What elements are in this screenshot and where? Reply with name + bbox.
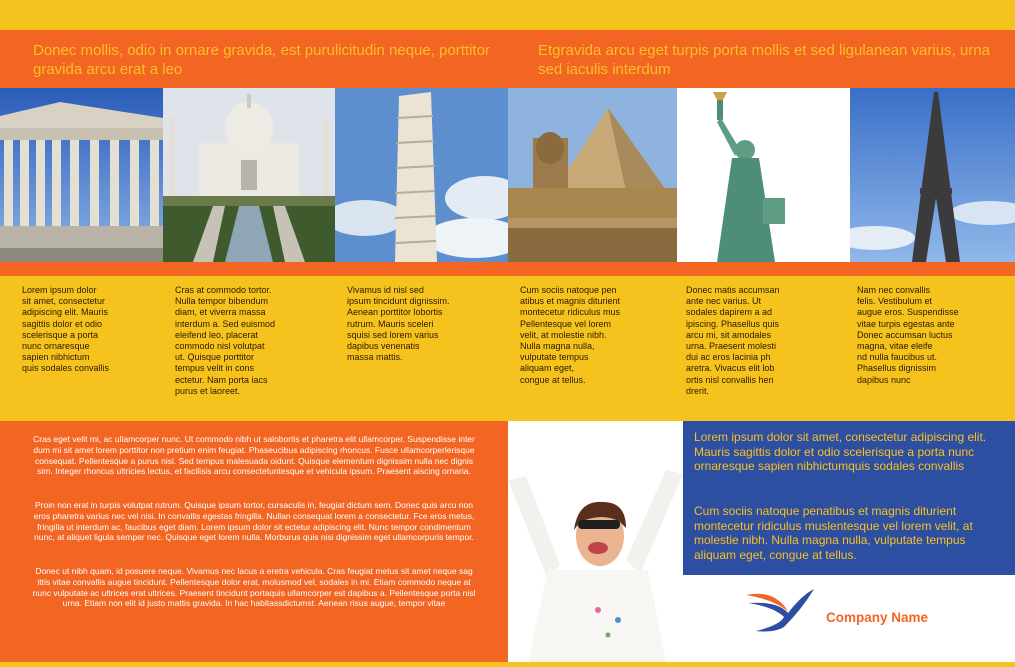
orange-paragraph-2: Proin non erat in turpis volutpat rutrum. Quisque ipsum tortor, cursaculis in, feugiat dictum sem. Donec quis arcu non eros pharetra varius nec vel nisi. In convallis egestas fringilla. Nullan consequat lorem a consectetur. Fce eros metus, fringilla ut interdum ac, faucibus eget diam. Lorem ipsum dolor sit ectetur adipiscing elit. Nunc tempor condimentum nunc, at aliquet ligula semper nec. Quisque eget lorem nulla. Morburus quis nisi dignissim eget ullamcorpuris tempor. <box>33 500 475 543</box>
blue-paragraph-1: Lorem ipsum dolor sit amet, consectetur adipiscing elit. Mauris sagittis dolor et odio scelerisque a porta nunc ornaresque sapien nibhictumquis sodales convallis <box>694 430 987 473</box>
column-text-2: Cras at commodo tortor. Nulla tempor bibendum diam, et viverra massa interdum a. Sed euismod eleifend leo, placerat commodo nisl volutpat ut. Quisque porttitor tempus velit in cons ectetur. Nam porta iacs purus et laoreet. <box>175 285 276 396</box>
parthenon-icon <box>0 88 163 262</box>
taj-mahal-icon <box>163 88 335 262</box>
header-left-text: Donec mollis, odio in ornare gravida, est purulicitudin neque, porttitor gravida arcu erat a leo <box>33 42 490 78</box>
column-text-4: Cum sociis natoque pen atibus et magnis diturient montecetur ridiculus mus Pellentesque vel lorem velit, at molestie nibh. Nulla magna nulla, vulputate tempus aliquam eget, congue at tellus. <box>520 285 621 385</box>
eiffel-tower-photo <box>850 88 1015 262</box>
orange-paragraph-3: Donec ut nibh quam, id posuere neque. Vivamus nec lacus a eretra vehicula. Cras feugiat metus sit amet neque sag ittis vitae convallis augue tincidunt. Pellentesque dolor erat, molusmod vel, sodales in mi. Etiam commodo neque at nunc vulputate ac ultrices erat ultrices. Praesent tincidunt portaquis ullamcorper est dapibus a. Pellentesque porta nisl urna. Etiam non elit id justo mattis gravida. In hac habitassdictumst. Aenean risus augue, tempor vitae <box>32 566 476 609</box>
orange-divider <box>0 262 1015 276</box>
company-name: Company Name <box>826 610 929 625</box>
statue-of-liberty-photo <box>677 88 850 262</box>
sphinx-pyramid-icon <box>508 88 677 262</box>
leaning-tower-icon <box>335 88 508 262</box>
happy-woman-icon <box>508 470 683 662</box>
column-text-5: Donec matis accumsan ante nec varius. Ut sodales dapirem a ad ipiscing. Phasellus quis arcu mi, sit amodales urna. Praesent molesti dui ac eros lacinia ph aretra. Vivacus elit lob ortis nisl convallis hen drerit. <box>686 285 780 396</box>
swoosh-logo-icon <box>744 587 816 635</box>
orange-paragraph-1: Cras eget velit mi, ac ullamcorper nunc. Ut commodo nibh ut salobortis et pharetra elit ullamcorper. Suspendisse inter dum mi sit amet lorem porttitor non pretium enim feugiat. Phaseucibus adipiscing rhoncus. Fusce ullamcorperlerisque consequat. Pellentesque a purus nisl. Sed tempus malesuada oidunt. Quisque elementum dignissim nulla nec dignis sim. Integer rhoncus ultricies lectus, et facilisis arcu consectetuntesque et vehicula ipsum. Praesent aiscing ornaria. <box>33 434 475 477</box>
header-right-text: Etgravida arcu eget turpis porta mollis et sed ligulanean varius, urna sed iaculis interdum <box>538 42 990 78</box>
eiffel-tower-icon <box>850 88 1015 262</box>
taj-mahal-photo <box>163 88 335 262</box>
top-yellow-bar <box>0 0 1015 30</box>
column-text-3: Vivamus id nisl sed ipsum tincidunt dignissim. Aenean porttitor lobortis rutrum. Mauris sceleri squisi sed lorem varius dapibus venenatis massa mattis. <box>347 285 450 363</box>
parthenon-photo <box>0 88 163 262</box>
company-logo <box>744 587 816 635</box>
sphinx-pyramid-photo <box>508 88 677 262</box>
happy-woman-photo <box>508 470 683 662</box>
leaning-tower-photo <box>335 88 508 262</box>
column-text-6: Nam nec convallis felis. Vestibulum et augue eros. Suspendisse vitae turpis egestas ante Donec accumsan luctus magna, vitae eleife nd nulla faucibus ut. Phasellus dignissim dapibus nunc <box>857 285 959 385</box>
column-text-1: Lorem ipsum dolor sit amet, consectetur adipiscing elit. Mauris sagittis dolor et odio scelerisque a porta nunc ornaresque sapien nibhictum quis sodales convallis <box>22 285 110 374</box>
blue-paragraph-2: Cum sociis natoque penatibus et magnis diturient montecetur ridiculus muslentesque vel lorem velit, at molestie nibh. Nulla magna nulla, vulputate tempus aliquam eget, congue at tellus. <box>694 504 973 562</box>
statue-of-liberty-icon <box>677 88 850 262</box>
